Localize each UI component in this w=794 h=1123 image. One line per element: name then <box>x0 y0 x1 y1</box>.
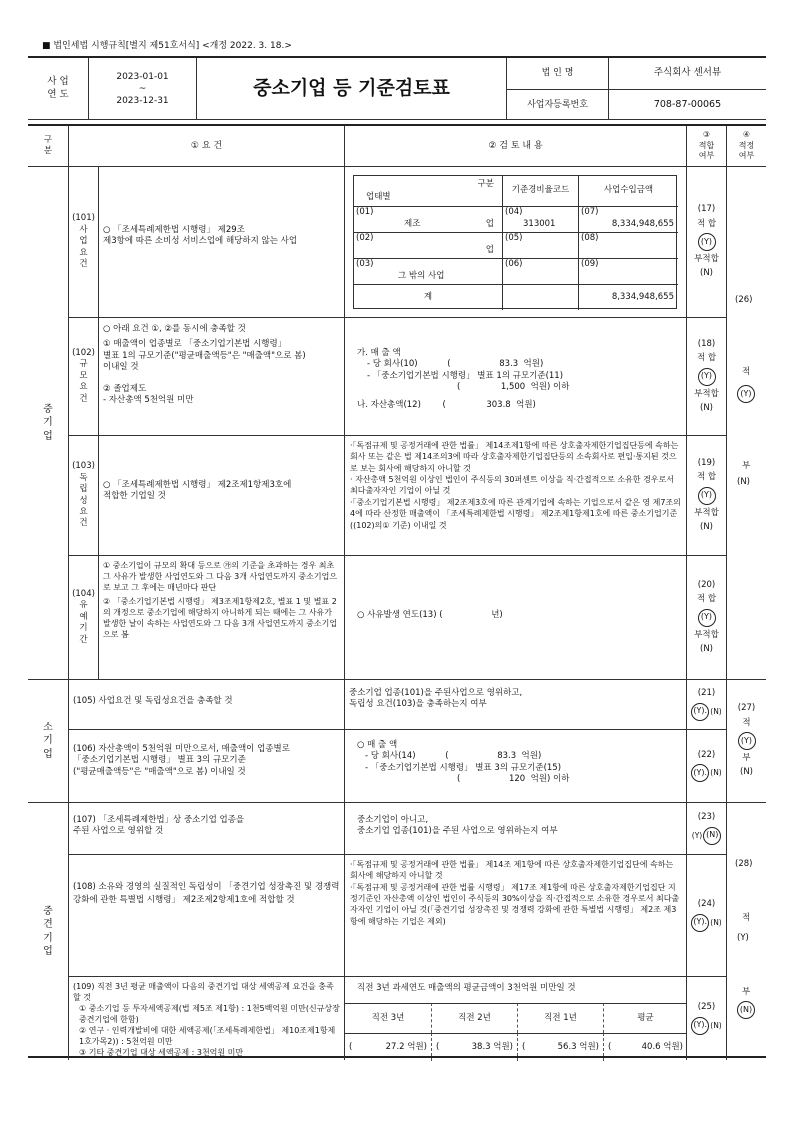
tbl-c07: (07) <box>581 207 599 217</box>
r108-req: (108) 소유와 경영의 실질적인 독립성이 「중견기업 성장촉진 및 경쟁력 강화에 관한 특별법 시행령」 제2조제2항제1호에 적합할 것 <box>68 854 344 976</box>
r101-fit <box>686 166 726 317</box>
tbl-r1b: 업 <box>485 219 494 229</box>
r102-req2: ② 졸업제도 - 자산총액 5천억원 미만 <box>103 383 194 406</box>
bizno-label: 사업자등록번호 <box>506 89 608 120</box>
r102-rev-company: - 당 회사(10) ( 83.3 억원) <box>367 359 544 370</box>
small-sum-n: (N) <box>740 767 753 778</box>
tbl-c06: (06) <box>505 259 523 269</box>
r109-v1: 27.2 억원) <box>385 1042 427 1052</box>
tbl-r2b: 업 <box>485 245 494 255</box>
title-block <box>28 56 766 120</box>
r109-v2: 38.3 억원) <box>471 1042 513 1052</box>
r104-y-circled: (Y) <box>698 609 716 627</box>
tbl-r3-rev <box>578 258 678 284</box>
r101-unfit-label: 부적합 <box>694 254 719 264</box>
sme-sum-bu: 부 <box>742 461 751 471</box>
r108-num: (24) <box>697 899 716 910</box>
r106-review-std-val: ( 120 억원) 이하 <box>457 774 570 785</box>
r109-v4: 40.6 억원) <box>641 1042 683 1052</box>
tbl-r2-rev <box>578 232 678 258</box>
tbl-total: 계 <box>354 284 502 310</box>
r109-h3: 직전 1년 <box>517 1003 603 1033</box>
r102-req <box>98 317 344 435</box>
r105-y-circled: (Y). <box>691 703 709 721</box>
r103-review: ·「독점규제 및 공정거래에 관한 법률」 제14조제1항에 따른 상호출자제한기업집단등에 속하는 회사 또는 같은 법 제14조의3에 따라 상호출자제한기업집단등의 소속회사로 편입·통지된 것으로 보는 회사에 해당하지 아니할 것 · 자산총액 5천억원 이상인 법인이 주식등의 30퍼센트 이상을 직·간접적으로 소유한 경우로서 최다출자자인 기업이 아닐 것 ·「중소기업기본법 시행령」 제2조제3호에 따른 관계기업에 속하는 기업으로서 같은 영 제7조의4에 따라 산정한 매출액이 「조세특례제한법 시행령」 제2조제1항제1호에 따른 중소기업기준((102)의① 기준) 이내일 것 <box>344 435 686 555</box>
r101-label: (101) 사 업 요 건 <box>68 166 98 317</box>
r102-asset: 나. 자산총액(12) ( 303.8 억원) <box>357 399 536 410</box>
r102-unfit-label: 부적합 <box>694 388 719 399</box>
r109-h4: 평균 <box>603 1003 687 1033</box>
tbl-r2-code <box>502 232 578 258</box>
r109-req1: ① 중소기업 등 투자세액공제(법 제5조 제1항) : 1천5백억원 미만(신규상장 중견기업에 한함) <box>79 1004 340 1025</box>
r101-y-circled: (Y) <box>698 233 716 251</box>
mid-sum-y: (Y) <box>737 933 749 943</box>
tbl-c01: (01) <box>356 207 374 217</box>
tbl-r3-biz <box>354 258 502 284</box>
main-table <box>28 124 766 1058</box>
r104-req2: ② 「중소기업기본법 시행령」 제3조제1항제2호, 별표 1 및 별표 2의 개정으로 중소기업에 해당하지 아니하게 되는 때에는 그 사유가 발생한 날이 속하는 사업연도와 그 다음 3개 사업연도까지 중소기업으로 봄 <box>103 596 338 640</box>
r106-review-std: - 「중소기업기본법 시행령」 별표 3의 규모기준(15) <box>365 762 562 773</box>
period-end: 2023-12-31 <box>116 96 169 107</box>
tbl-gubun: 구분 <box>477 179 494 189</box>
tbl-total-rev <box>578 284 678 310</box>
small-sum-num: (27) <box>737 703 756 714</box>
bizno: 708-87-00065 <box>608 89 766 120</box>
r103-req: ○ 「조세특례제한법 시행령」 제2조제1항제3호에 적합한 기업일 것 <box>98 435 344 555</box>
r108-fit <box>686 854 726 976</box>
r106-num: (22) <box>697 749 716 760</box>
r101-num: (17) <box>697 204 716 215</box>
r105-num: (21) <box>697 688 716 699</box>
col-fit3: ③ 적합 여부 <box>686 126 726 166</box>
sme-summary <box>726 166 766 679</box>
r107-req: (107) 「조세특례제한법」상 중소기업 업종을 주된 사업으로 영위할 것 <box>68 802 344 854</box>
r101-req: ○ 「조세특례제한법 시행령」 제29조 제3항에 따른 소비성 서비스업에 해당하지 않는 사업 <box>98 166 344 317</box>
r101-fit-label: 적 합 <box>696 218 717 229</box>
period <box>88 58 196 120</box>
r105-req: (105) 사업요건 및 독립성요건을 충족할 것 <box>68 679 344 729</box>
sme-sum-n: (N) <box>737 477 750 487</box>
r106-n: (N) <box>710 768 722 778</box>
tbl-r3: 그 밖의 사업 <box>398 271 445 281</box>
r106-req: (106) 자산총액이 5천억원 미만으로서, 매출액이 업종별로 「중소기업기본법 시행령」 별표 3의 규모기준 ("평균매출액등"은 "매출액"으로 봄) 이내일 것 <box>68 729 344 802</box>
r102-intro: ○ 아래 요건 ①, ②를 동시에 충족할 것 <box>103 324 246 334</box>
col-gubun: 구 분 <box>43 134 53 156</box>
r108-review: ·「독점규제 및 공정거래에 관한 법률」 제14조 제1항에 따른 상호출자제한기업집단에 속하는 회사에 해당하지 아니할 것 ·「독점규제 및 공정거래에 관한 법률 시행령」 제17조 제1항에 따른 상호출자제한기업집단 지정기준인 자산총액 이상인 법인이 주식등의 30%이상을 직·간접적으로 소유한 경우로서 최다출자자인 기업이 아닐 것(「중견기업 성장촉진 및 경쟁력 강화에 관한 특별법 시행령」 제2조 제3항에 해당하는 기업은 제외) <box>344 854 686 976</box>
small-summary <box>726 679 766 802</box>
col-review: ② 검 토 내 용 <box>344 126 686 166</box>
period-tilde: ~ <box>138 83 147 94</box>
r109-n: (N) <box>710 1020 722 1030</box>
tbl-total-rev-val: 8,334,948,655 <box>611 292 674 302</box>
tbl-c05: (05) <box>505 233 523 243</box>
tbl-r1a: 제조 <box>404 219 421 229</box>
r104-req1: ① 중소기업이 규모의 확대 등으로 ㉮의 기준을 초과하는 경우 최초 그 사유가 발생한 사업연도와 그 다음 3개 사업연도까지 중소기업으로 보고 그 후에는 매년마다 판단 <box>103 561 338 593</box>
section-sme: 중 기 업 <box>28 166 68 679</box>
r109-h2: 직전 2년 <box>431 1003 517 1033</box>
mid-sum-n-circled: (N) <box>737 1001 755 1019</box>
r102-label: (102) 규 모 요 건 <box>68 317 98 435</box>
tbl-head-code: 기준경비율코드 <box>502 176 578 206</box>
r105-fit <box>686 679 726 729</box>
period-start: 2023-01-01 <box>116 71 169 82</box>
r109-y-circled: (Y). <box>691 1017 709 1035</box>
col-req: ① 요 건 <box>68 126 344 166</box>
r102-rev-std: - 「중소기업기본법 시행령」 별표 1의 규모기준(11) <box>367 370 564 381</box>
r102-num: (18) <box>697 338 716 349</box>
r102-n: (N) <box>700 402 713 413</box>
sme-sum-num: (26) <box>735 295 753 305</box>
r109-req <box>68 976 344 1060</box>
r109-req-head: (109) 직전 3년 평균 매출액이 다음의 중견기업 대상 세액공제 요건을 충족할 것 <box>73 982 334 1003</box>
r109-review <box>344 976 686 1060</box>
r104-unfit-label: 부적합 <box>694 629 719 640</box>
form-reference: ■ 법인세법 시행규칙[별지 제51호서식] <개정 2022. 3. 18.> <box>42 41 292 51</box>
r102-fit-label: 적 합 <box>696 353 717 364</box>
r109-num: (25) <box>697 1002 716 1013</box>
mid-sum-num: (28) <box>735 859 753 869</box>
r104-num: (20) <box>697 579 716 590</box>
r106-review <box>344 729 686 802</box>
sme-sum-j: 적 <box>742 367 751 377</box>
r108-y-circled: (Y). <box>691 914 709 932</box>
r104-n: (N) <box>700 643 713 654</box>
r106-review-head: ○ 매 출 액 <box>357 740 398 750</box>
r103-fit <box>686 435 726 555</box>
r109-h1: 직전 3년 <box>345 1003 431 1033</box>
r107-y: (Y) <box>691 830 703 840</box>
section-mid: 중 견 기 업 <box>28 802 68 1060</box>
r103-label: (103) 독 립 성 요 건 <box>68 435 98 555</box>
corp-name: 주식회사 센서뷰 <box>608 58 766 89</box>
r107-review: 중소기업이 아니고, 중소기업 업종(101)을 주된 사업으로 영위하는지 여부 <box>344 802 686 854</box>
r103-unfit-label: 부적합 <box>694 507 719 518</box>
tbl-r1-rev <box>578 206 678 232</box>
r103-fit-label: 적 합 <box>696 472 717 483</box>
r104-review: ○ 사유발생 연도(13) ( 년) <box>344 555 686 679</box>
r101-review <box>344 166 686 317</box>
r101-n: (N) <box>700 268 713 279</box>
tbl-biz: 업태별 <box>366 192 391 202</box>
r108-n: (N) <box>710 917 722 927</box>
r109-review-text: 직전 3년 과세연도 매출액의 평균금액이 3천억원 미만일 것 <box>357 983 576 993</box>
tbl-r2-biz <box>354 232 502 258</box>
r101-business-table <box>353 175 677 309</box>
mid-sum-bu: 부 <box>742 987 751 997</box>
r109-fit <box>686 976 726 1060</box>
tbl-code1: 313001 <box>523 219 556 229</box>
tbl-head-rev: 사업수입금액 <box>578 176 678 206</box>
small-sum-bu: 부 <box>742 753 751 763</box>
sme-sum-y-circled: (Y) <box>737 385 755 403</box>
r102-rev-std-val: ( 1,500 억원) 이하 <box>457 382 570 393</box>
r102-fit <box>686 317 726 435</box>
tbl-c08: (08) <box>581 233 599 243</box>
r109-v4-cell: ( 40.6 억원) <box>603 1033 687 1061</box>
mid-summary <box>726 802 766 1060</box>
tbl-r1-biz <box>354 206 502 232</box>
tbl-r3-code <box>502 258 578 284</box>
r109-v1-cell: ( 27.2 억원) <box>345 1033 431 1061</box>
r107-fit <box>686 802 726 854</box>
section-small: 소 기 업 <box>28 679 68 802</box>
r102-y-circled: (Y) <box>698 368 716 386</box>
r103-num: (19) <box>697 457 716 468</box>
r106-review-co: - 당 회사(14) ( 83.3 억원) <box>365 751 542 762</box>
r109-req2: ② 연구 · 인력개발비에 대한 세액공제(「조세특례제한법」 제10조제1항제1호가목2)) : 5천억원 미만 <box>79 1026 336 1047</box>
small-sum-y-circled: (Y) <box>738 732 756 750</box>
year-label: 사 업 연 도 <box>47 76 69 100</box>
r106-fit <box>686 729 726 802</box>
r109-v3-cell: ( 56.3 억원) <box>517 1033 603 1061</box>
r107-num: (23) <box>697 812 716 823</box>
r102-review <box>344 317 686 435</box>
r102-rev-head: 가. 매 출 액 <box>357 348 401 358</box>
r106-y-circled: (Y). <box>691 764 709 782</box>
r102-req1: ① 매출액이 업종별로 「중소기업기본법 시행령」 별표 1의 규모기준("평균매출액등"은 "매출액"으로 봄) 이내일 것 <box>103 339 306 373</box>
tbl-r1-code <box>502 206 578 232</box>
r107-n-circled: (N) <box>703 827 721 845</box>
tbl-c02: (02) <box>356 233 374 243</box>
r105-review: 중소기업 업종(101)을 주된사업으로 영위하고, 독립성 요건(103)을 충족하는지 여부 <box>344 679 686 729</box>
r109-v2-cell: ( 38.3 억원) <box>431 1033 517 1061</box>
small-sum-j: 적 <box>742 717 751 728</box>
tbl-rev1: 8,334,948,655 <box>611 219 674 229</box>
mid-sum-j: 적 <box>742 913 751 923</box>
page-title: 중소기업 등 기준검토표 <box>196 58 506 120</box>
tbl-c03: (03) <box>356 259 374 269</box>
r104-fit <box>686 555 726 679</box>
tbl-c09: (09) <box>581 259 599 269</box>
tbl-c04: (04) <box>505 207 523 217</box>
r105-n: (N) <box>710 706 722 716</box>
tbl-total-code <box>502 284 578 310</box>
r104-req <box>98 555 344 679</box>
r104-label: (104) 유 예 기 간 <box>68 555 98 679</box>
r109-v3: 56.3 억원) <box>557 1042 599 1052</box>
tbl-head-biz <box>354 176 502 206</box>
r109-req3: ③ 기타 중견기업 대상 세액공제 : 3천억원 미만 <box>79 1048 244 1058</box>
corp-label: 법 인 명 <box>506 58 608 89</box>
r103-n: (N) <box>700 521 713 532</box>
r103-y-circled: (Y) <box>698 487 716 505</box>
r104-fit-label: 적 합 <box>696 594 717 605</box>
col-fit4: ④ 적정 여부 <box>726 126 766 166</box>
